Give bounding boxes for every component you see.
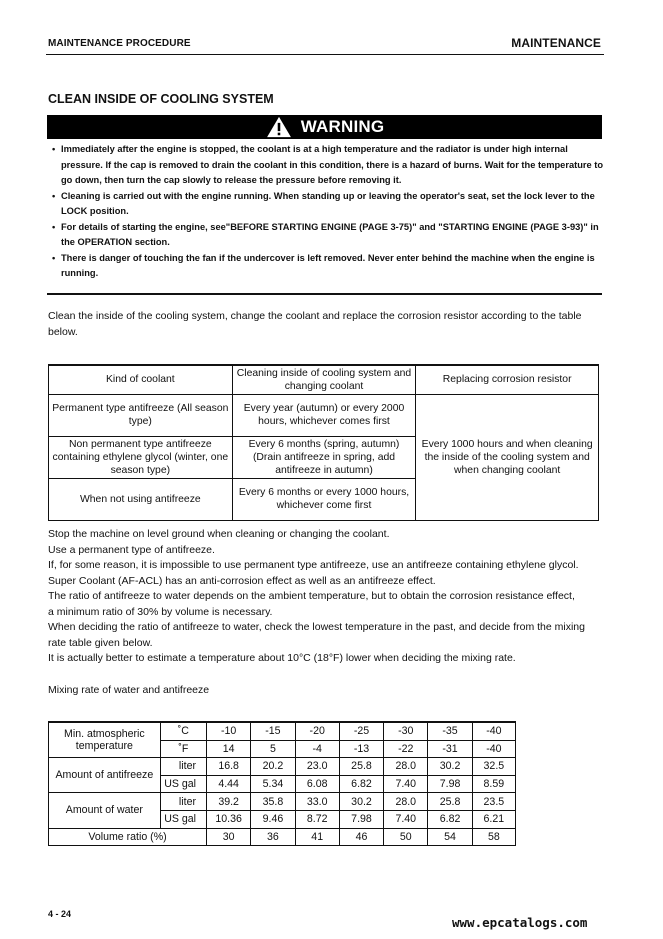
cell: 7.98 xyxy=(428,775,472,793)
cell: -31 xyxy=(428,740,472,758)
running-header-chapter: MAINTENANCE xyxy=(511,36,601,50)
cell: 58 xyxy=(472,828,515,846)
coolant-kind: Permanent type antifreeze (All season type) xyxy=(49,394,233,436)
warning-triangle-icon xyxy=(265,116,293,138)
row-label-antifreeze: Amount of antifreeze xyxy=(49,758,161,793)
cell: 7.98 xyxy=(339,810,383,828)
unit-liter: liter xyxy=(160,758,206,776)
cell: 4.44 xyxy=(207,775,251,793)
cell: 8.59 xyxy=(472,775,515,793)
cell: 25.8 xyxy=(428,793,472,811)
cell: -35 xyxy=(428,722,472,740)
cell: 35.8 xyxy=(251,793,295,811)
cell: 16.8 xyxy=(207,758,251,776)
body-line: a minimum ratio of 30% by volume is necessary. xyxy=(48,605,273,618)
cell: 46 xyxy=(339,828,383,846)
cell: 5.34 xyxy=(251,775,295,793)
cell: 7.40 xyxy=(384,775,428,793)
unit-fahrenheit: ˚F xyxy=(160,740,206,758)
cell: -10 xyxy=(207,722,251,740)
cell: 50 xyxy=(384,828,428,846)
warning-list xyxy=(52,142,604,282)
cell: 8.72 xyxy=(295,810,339,828)
body-text xyxy=(48,527,604,667)
cell: -30 xyxy=(384,722,428,740)
cell: 41 xyxy=(295,828,339,846)
row-label-temperature: Min. atmospheric temperature xyxy=(49,722,161,758)
cell: -15 xyxy=(251,722,295,740)
cell: 23.0 xyxy=(295,758,339,776)
warning-item: • Cleaning is carried out with the engine running. When standing up or leaving the operator's seat, set the lock lever to the LOCK position. xyxy=(52,189,604,220)
table-row-celsius xyxy=(49,722,516,740)
warning-item: • There is danger of touching the fan if the undercover is left removed. Never enter behind the machine when the engine is running. xyxy=(52,251,604,282)
cleaning-interval: Every year (autumn) or every 2000 hours, whichever comes first xyxy=(232,394,416,436)
coolant-kind: When not using antifreeze xyxy=(49,478,233,520)
cell: 25.8 xyxy=(339,758,383,776)
cell: -20 xyxy=(295,722,339,740)
table-row xyxy=(49,394,599,436)
cell: 6.08 xyxy=(295,775,339,793)
table-row-antifreeze-liter xyxy=(49,758,516,776)
body-line: rate table given below. xyxy=(48,636,153,649)
cell: 6.82 xyxy=(428,810,472,828)
unit-usgal: US gal xyxy=(160,775,206,793)
unit-celsius: ˚C xyxy=(160,722,206,740)
column-header: Replacing corrosion resistor xyxy=(416,365,599,394)
cell: 32.5 xyxy=(472,758,515,776)
warning-item: • Immediately after the engine is stopped, the coolant is at a high temperature and the radiator is under high internal pressure. If the cap is removed to drain the coolant in this condition, there is a hazard of burns. Wait for the temperature to go down, then turn the cap slowly to release the pressure before removing it. xyxy=(52,142,604,189)
warning-banner xyxy=(47,115,602,139)
body-line: It is actually better to estimate a temperature about 10°C (18°F) lower when deciding the mixing rate. xyxy=(48,652,516,664)
body-line: Stop the machine on level ground when cleaning or changing the coolant. xyxy=(48,528,390,540)
intro-paragraph: Clean the inside of the cooling system, change the coolant and replace the corrosion resistor according to the table below. xyxy=(48,310,582,338)
body-line: Super Coolant (AF-ACL) has an anti-corrosion effect as well as an antifreeze effect. xyxy=(48,574,436,587)
column-header: Cleaning inside of cooling system and changing coolant xyxy=(232,365,416,394)
cell: 30.2 xyxy=(339,793,383,811)
running-header-section: MAINTENANCE PROCEDURE xyxy=(48,38,191,49)
cell: 30 xyxy=(207,828,251,846)
body-line: If, for some reason, it is impossible to use permanent type antifreeze, use an antifreeze containing ethylene glycol. xyxy=(48,559,579,571)
mix-table-title: Mixing rate of water and antifreeze xyxy=(48,684,210,696)
cell: 36 xyxy=(251,828,295,846)
unit-liter: liter xyxy=(160,793,206,811)
header-rule xyxy=(46,54,604,55)
cell: 9.46 xyxy=(251,810,295,828)
section-title: CLEAN INSIDE OF COOLING SYSTEM xyxy=(48,92,274,106)
row-label-water: Amount of water xyxy=(49,793,161,828)
warning-item: • For details of starting the engine, see"BEFORE STARTING ENGINE (PAGE 3-75)" and "STARTING ENGINE (PAGE 3-93)" in the OPERATION section. xyxy=(52,220,604,251)
footer-watermark-url[interactable]: www.epcatalogs.com xyxy=(452,915,588,930)
cell: 5 xyxy=(251,740,295,758)
resistor-interval: Every 1000 hours and when cleaning the inside of the cooling system and when changing coolant xyxy=(416,394,599,520)
cell: 28.0 xyxy=(384,793,428,811)
table-header-row xyxy=(49,365,599,394)
cell: 6.21 xyxy=(472,810,515,828)
cell: 10.36 xyxy=(207,810,251,828)
warning-bottom-rule xyxy=(47,293,602,295)
cleaning-interval: Every 6 months (spring, autumn) (Drain antifreeze in spring, add antifreeze in autumn) xyxy=(232,436,416,478)
page-number: 4 - 24 xyxy=(48,909,72,919)
unit-usgal: US gal xyxy=(160,810,206,828)
cell: 54 xyxy=(428,828,472,846)
cell: -40 xyxy=(472,740,515,758)
column-header: Kind of coolant xyxy=(49,365,233,394)
coolant-kind: Non permanent type antifreeze containing ethylene glycol (winter, one season type) xyxy=(49,436,233,478)
cell: 30.2 xyxy=(428,758,472,776)
cell: -25 xyxy=(339,722,383,740)
cell: -13 xyxy=(339,740,383,758)
table-row-water-liter xyxy=(49,793,516,811)
body-line: When deciding the ratio of antifreeze to water, check the lowest temperature in the past, and decide from the mixing xyxy=(48,621,585,633)
cell: 14 xyxy=(207,740,251,758)
body-line: The ratio of antifreeze to water depends on the ambient temperature, but to obtain the corrosion resistance effect, xyxy=(48,590,575,602)
cell: 6.82 xyxy=(339,775,383,793)
cell: 20.2 xyxy=(251,758,295,776)
cell: 28.0 xyxy=(384,758,428,776)
cleaning-interval: Every 6 months or every 1000 hours, whichever come first xyxy=(232,478,416,520)
cell: 39.2 xyxy=(207,793,251,811)
mixing-rate-table xyxy=(48,721,516,846)
cell: 7.40 xyxy=(384,810,428,828)
cell: -40 xyxy=(472,722,515,740)
cell: -22 xyxy=(384,740,428,758)
coolant-schedule-table xyxy=(48,364,599,521)
body-line: Use a permanent type of antifreeze. xyxy=(48,543,215,556)
warning-label: WARNING xyxy=(300,117,385,136)
cell: -4 xyxy=(295,740,339,758)
table-row-volume xyxy=(49,828,516,846)
row-label-volume: Volume ratio (%) xyxy=(49,828,207,846)
cell: 23.5 xyxy=(472,793,515,811)
cell: 33.0 xyxy=(295,793,339,811)
